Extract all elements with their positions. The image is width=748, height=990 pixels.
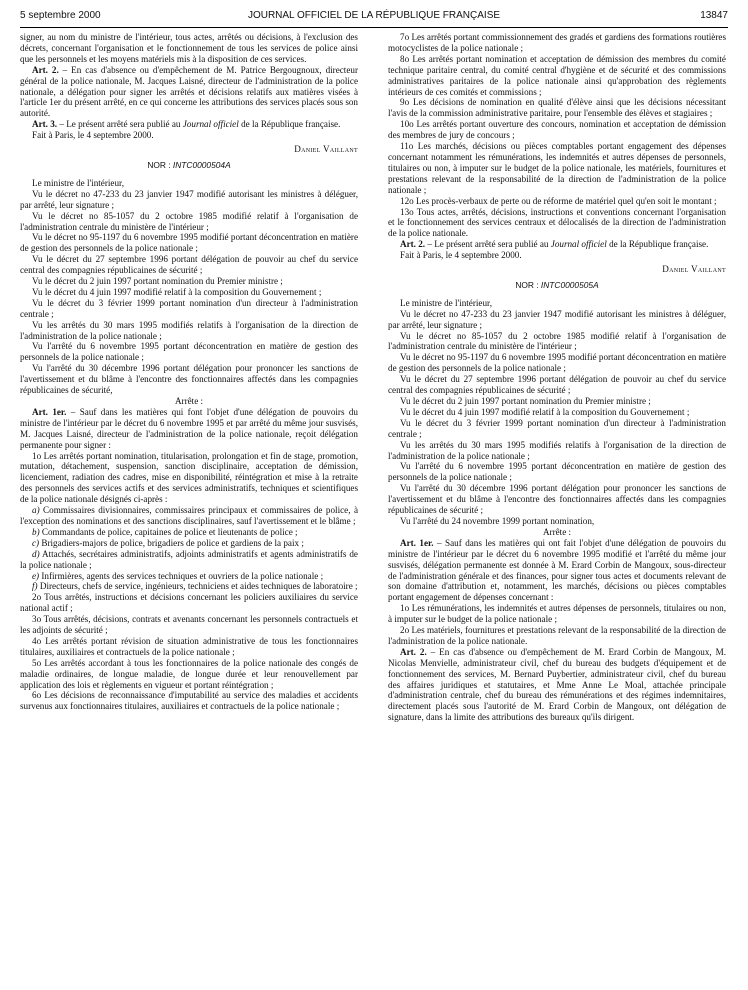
list-item: 8o Les arrêtés portant nomination et acceptation de démission des membres du comité technique paritaire central, du comité central d'hygiène et de sécurité et des commissions administratives paritaires de la police nationale ainsi qu'approbation des règlements intérieurs de ces comités et commissions ; bbox=[388, 53, 726, 97]
article-text: de la République française. bbox=[238, 119, 341, 130]
list-item: 7o Les arrêtés portant commissionnement des gradés et gardiens des formations routières motocyclistes de la police nationale ; bbox=[388, 32, 726, 53]
sub-item bbox=[20, 505, 358, 527]
visa: Vu l'arrêté du 30 décembre 1996 portant délégation pour prononcer les sanctions de l'avertissement et du blâme à l'encontre des fonctionnaires affectés dans les compagnies républicaines de sécurité ; bbox=[388, 483, 726, 516]
article-2 bbox=[20, 65, 358, 120]
list-item: 11o Les marchés, décisions ou pièces comptables portant engagement des dépenses concernant notamment les rémunérations, les indemnités et autres dépenses de personnels, titulaires ou non, à imputer sur le budget de la police nationale, les matériels, fournitures et prestations relevant de la responsabilité de la direction de l'administration de la police nationale ; bbox=[388, 141, 726, 195]
list-item: 4o Les arrêtés portant révision de situation administrative de tous les fonctionnaires titulaires, auxiliaires et contractuels de la police nationale ; bbox=[20, 635, 358, 657]
nor-reference bbox=[20, 160, 358, 171]
visa: Vu le décret du 4 juin 1997 modifié relatif à la composition du Gouvernement ; bbox=[32, 286, 322, 297]
list-item: 10o Les arrêtés portant ouverture des concours, nomination et acceptation de démission des membres de jury de concours ; bbox=[388, 119, 726, 141]
visa: Vu l'arrêté du 6 novembre 1995 portant déconcentration en matière de gestion des personnels de la police nationale ; bbox=[20, 341, 358, 363]
visa: Vu l'arrêté du 6 novembre 1995 portant déconcentration en matière de gestion des personnels de la police nationale ; bbox=[388, 461, 726, 483]
article-2 bbox=[388, 239, 726, 250]
visa: Vu le décret du 4 juin 1997 modifié relatif à la composition du Gouvernement ; bbox=[400, 406, 690, 417]
visa: Vu le décret du 27 septembre 1996 portant délégation de pouvoir au chef du service central des compagnies républicaines de sécurité ; bbox=[388, 374, 726, 396]
article-text: – Sauf dans les matières qui font l'objet d'une délégation de pouvoirs du ministre de l'intérieur par le décret du 6 novembre 1995 et par arrêté du même jour susvisés, M. Jacques Laisné, directeur de l'administration de la police nationale, reçoit délégation permanente pour signer : bbox=[20, 406, 358, 450]
sub-item-text: Commandants de police, capitaines de police et lieutenants de police ; bbox=[39, 526, 298, 537]
visa: Vu le décret du 27 septembre 1996 portant délégation de pouvoir au chef du service central des compagnies républicaines de sécurité ; bbox=[20, 254, 358, 276]
visa: Vu le décret no 47-233 du 23 janvier 1947 modifié autorisant les ministres à déléguer, par arrêté, leur signature ; bbox=[388, 308, 726, 330]
page-header bbox=[20, 10, 728, 26]
visa: Vu le décret du 3 février 1999 portant nomination d'un directeur à l'administration centrale ; bbox=[388, 417, 726, 439]
visa: Vu le décret no 95-1197 du 6 novembre 1995 modifié portant déconcentration en matière de gestion des personnels de la police nationale ; bbox=[388, 352, 726, 374]
header-rule bbox=[20, 27, 728, 28]
list-item: 1o Les arrêtés portant nomination, titularisation, prolongation et fin de stage, promotion, mutation, détachement, suspension, sanction disciplinaire, acceptation de démission, licenciement, radiation des cadres, mise en disponibilité, réintégration et mise à la retraite des personnels des services actifs et des services administratifs, techniques et scientifiques de la police nationale désignés ci-après : bbox=[20, 450, 358, 505]
article-text: – En cas d'absence ou d'empêchement de M. Erard Corbin de Mangoux, M. Nicolas Menvielle, administrateur civil, chef du bureau des budgets d'équipement et de fonctionnement des services, M. Bernard Puybertier, administrateur civil, chef du bureau des affaires juridiques et statutaires, et Mme Anne Le Moal, attachée principale d'administration centrale, chef du bureau des rémunérations et des régimes indemnitaires, directement placés sous l'autorité de M. Erard Corbin de Mangoux, ont délégation de signature, dans la limite des attributions des bureaux qu'ils dirigent. bbox=[388, 646, 726, 723]
sub-item-key: a) bbox=[32, 505, 40, 516]
list-item: 2o Les matériels, fournitures et prestations relevant de la responsabilité de la direction de l'administration de la police nationale. bbox=[388, 625, 726, 646]
visa: Vu les arrêtés du 30 mars 1995 modifiés relatifs à l'organisation de la direction de l'administration de la police nationale ; bbox=[388, 439, 726, 461]
article-1 bbox=[20, 407, 358, 451]
right-column bbox=[388, 32, 726, 723]
article-text: – En cas d'absence ou d'empêchement de M. Patrice Bergougnoux, directeur général de la police nationale, M. Jacques Laisné, directeur de l'administration de la police nationale, a délégation pour signer les arrêtés et décisions relatifs aux matières visées à l'article 1er du présent arrêté, en ce qui concerne les attributions des services placés sous son autorité. bbox=[20, 64, 358, 119]
sub-item-text: Directeurs, chefs de service, ingénieurs, techniciens et aides techniques de laboratoire ; bbox=[37, 581, 358, 592]
sub-item bbox=[20, 549, 358, 571]
sub-item-text: Commissaires divisionnaires, commissaires principaux et commissaires de police, à l'exception des nominations et des sanctions disciplinaires, sauf l'avertissement et le blâme ; bbox=[20, 505, 358, 526]
journal-name: Journal officiel bbox=[182, 119, 239, 130]
article-2 bbox=[388, 647, 726, 723]
article-text: de la République française. bbox=[606, 239, 709, 250]
nor-label: NOR : bbox=[147, 159, 173, 170]
left-column bbox=[20, 32, 358, 712]
nor-label: NOR : bbox=[515, 279, 541, 290]
sub-item bbox=[20, 571, 358, 582]
visa: Vu le décret no 85-1057 du 2 octobre 1985 modifié relatif à l'organisation de l'administration centrale du ministère de l'intérieur ; bbox=[20, 210, 358, 232]
article-1 bbox=[388, 538, 726, 603]
article-label: Art. 3. bbox=[32, 119, 58, 130]
minister-line: Le ministre de l'intérieur, bbox=[400, 297, 492, 308]
arrete-heading: Arrête : bbox=[174, 396, 204, 406]
paragraph: signer, au nom du ministre de l'intérieur, tous actes, arrêtés ou décisions, à l'exclusion des décrets, concernant l'organisation et le fonctionnement de tous les services de police ainsi que les personnels et les moyens matériels mis à la disposition de ces services. bbox=[20, 32, 358, 64]
article-text: – Le présent arrêté sera publié au bbox=[425, 239, 551, 250]
article-label: Art. 1er. bbox=[400, 537, 434, 548]
article-label: Art. 1er. bbox=[32, 406, 67, 417]
list-item: 6o Les décisions de reconnaissance d'imputabilité au service des maladies et accidents survenus aux fonctionnaires titulaires, auxiliaires et contractuels de la police nationale ; bbox=[20, 690, 358, 712]
article-text: – Le présent arrêté sera publié au bbox=[57, 119, 183, 130]
list-item: 2o Tous arrêtés, instructions et décisions concernant les policiers auxiliaires du service national actif ; bbox=[20, 592, 358, 614]
sub-item-text: Attachés, secrétaires administratifs, adjoints administratifs et agents administratifs de la police nationale ; bbox=[20, 548, 358, 570]
list-item: 3o Tous arrêtés, décisions, contrats et avenants concernant les personnels contractuels et les adjoints de sécurité ; bbox=[20, 614, 358, 636]
article-3 bbox=[20, 119, 358, 130]
minister-line: Le ministre de l'intérieur, bbox=[32, 177, 124, 188]
sub-item-key: b) bbox=[32, 526, 40, 537]
date-line: Fait à Paris, le 4 septembre 2000. bbox=[400, 250, 522, 261]
sub-item-text: Brigadiers-majors de police, brigadiers de police et gardiens de la paix ; bbox=[39, 537, 304, 548]
nor-code: INTC0000504A bbox=[172, 159, 231, 170]
list-item: 5o Les arrêtés accordant à tous les fonctionnaires de la police nationale des congés de maladie ordinaires, de longue maladie, de longue durée et leur renouvellement par application des lois et règlements en vigueur et portant réintégration ; bbox=[20, 657, 358, 690]
visa: Vu le décret no 47-233 du 23 janvier 1947 modifié autorisant les ministres à déléguer, par arrêté, leur signature ; bbox=[20, 188, 358, 210]
journal-title: JOURNAL OFFICIEL DE LA RÉPUBLIQUE FRANÇAISE bbox=[247, 10, 501, 21]
article-label: Art. 2. bbox=[400, 646, 427, 657]
sub-item-text: Infirmières, agents des services techniques et ouvriers de la police nationale ; bbox=[39, 570, 324, 581]
sub-item-key: c) bbox=[32, 537, 40, 548]
signature: Daniel Vaillant bbox=[294, 144, 358, 155]
visa: Vu le décret du 3 février 1999 portant nomination d'un directeur à l'administration centrale ; bbox=[20, 297, 358, 319]
visa: Vu le décret no 85-1057 du 2 octobre 1985 modifié relatif à l'organisation de l'administration centrale du ministère de l'intérieur ; bbox=[388, 330, 726, 352]
list-item: 1o Les rémunérations, les indemnités et autres dépenses de personnels, titulaires ou non, à imputer sur le budget de la police nationale ; bbox=[388, 603, 726, 625]
visa: Vu le décret du 2 juin 1997 portant nomination du Premier ministre ; bbox=[400, 396, 651, 406]
visa: Vu l'arrêté du 24 novembre 1999 portant nomination, bbox=[400, 515, 595, 526]
list-item: 13o Tous actes, arrêtés, décisions, instructions et conventions concernant l'organisation et le fonctionnement des services centraux et délocalisés de la direction de l'administration de la police nationale. bbox=[388, 206, 726, 239]
issue-date: 5 septembre 2000 bbox=[20, 10, 101, 21]
nor-code: INTC0000505A bbox=[540, 279, 599, 290]
visa: Vu le décret du 2 juin 1997 portant nomination du Premier ministre ; bbox=[32, 276, 283, 287]
page-number: 13847 bbox=[700, 10, 728, 21]
date-line: Fait à Paris, le 4 septembre 2000. bbox=[32, 130, 154, 141]
sub-item bbox=[20, 527, 358, 538]
visa: Vu le décret no 95-1197 du 6 novembre 1995 modifié portant déconcentration en matière de gestion des personnels de la police nationale ; bbox=[20, 232, 358, 254]
sub-item-key: e) bbox=[32, 570, 40, 581]
journal-name: Journal officiel bbox=[550, 239, 607, 250]
sub-item-key: f) bbox=[32, 581, 38, 592]
arrete-heading: Arrête : bbox=[542, 526, 572, 537]
sub-item bbox=[20, 538, 358, 549]
list-item: 12o Les procès-verbaux de perte ou de réforme de matériel quel qu'en soit le montant ; bbox=[400, 195, 717, 206]
sub-item-key: d) bbox=[32, 548, 40, 559]
signature: Daniel Vaillant bbox=[662, 264, 726, 275]
article-label: Art. 2. bbox=[32, 64, 59, 75]
sub-item bbox=[20, 581, 358, 592]
nor-reference bbox=[388, 280, 726, 291]
article-text: – Sauf dans les matières qui ont fait l'objet d'une délégation de pouvoirs du ministre de l'intérieur par le décret du 6 novembre 1995 modifié et l'arrêté du même jour susvisés, délégation permanente est donnée à M. Erard Corbin de Mangoux, sous-directeur de l'administration générale et des finances, pour signer tous actes et documents relevant de son domaine d'attribution et, notamment, les marchés, décisions ou pièces comptables portant engagement de dépenses concernant : bbox=[388, 537, 726, 603]
visa: Vu les arrêtés du 30 mars 1995 modifiés relatifs à l'organisation de la direction de l'administration de la police nationale ; bbox=[20, 319, 358, 341]
list-item: 9o Les décisions de nomination en qualité d'élève ainsi que les décisions nécessitant l'avis de la commission administrative paritaire, pour l'ensemble des élèves et stagiaires ; bbox=[388, 97, 726, 119]
article-label: Art. 2. bbox=[400, 239, 426, 250]
visa: Vu l'arrêté du 30 décembre 1996 portant délégation pour prononcer les sanctions de l'avertissement et du blâme à l'encontre des fonctionnaires affectés dans les compagnies républicaines de sécurité, bbox=[20, 363, 358, 396]
